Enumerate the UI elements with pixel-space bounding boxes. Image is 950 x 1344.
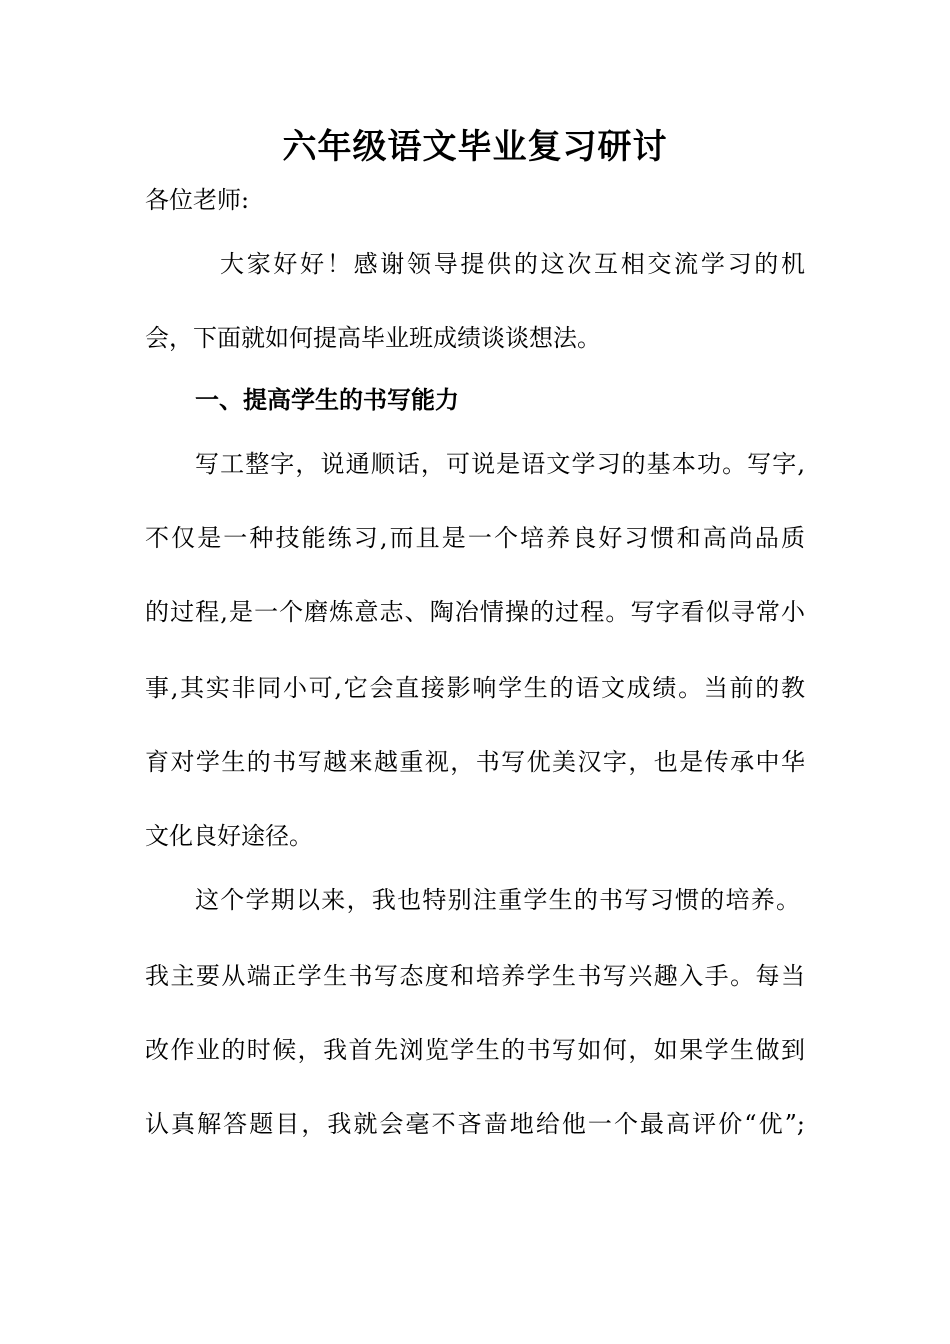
document-title: 六年级语文毕业复习研讨 [282,127,668,167]
paragraph-line: 写工整字，说通顺话，可说是语文学习的基本功。写字, [195,450,805,478]
paragraph-line: 会，下面就如何提高毕业班成绩谈谈想法。 [145,324,601,352]
paragraph-line: 大家好好！感谢领导提供的这次互相交流学习的机 [220,250,805,278]
paragraph-line: 我主要从端正学生书写态度和培养学生书写兴趣入手。每当 [145,962,805,990]
paragraph-line: 育对学生的书写越来越重视，书写优美汉字，也是传承中华 [145,748,805,776]
paragraph-line: 改作业的时候，我首先浏览学生的书写如何，如果学生做到 [145,1036,805,1064]
salutation: 各位老师: [145,186,250,214]
paragraph-line: 事,其实非同小可,它会直接影响学生的语文成绩。当前的教 [145,674,805,702]
paragraph-line: 这个学期以来，我也特别注重学生的书写习惯的培养。 [195,886,800,914]
paragraph-line: 文化良好途径。 [145,822,313,850]
paragraph-line: 不仅是一种技能练习,而且是一个培养良好习惯和高尚品质 [145,524,805,552]
paragraph-line: 的过程,是一个磨炼意志、陶冶情操的过程。写字看似寻常小 [145,598,805,626]
section-heading: 一、提高学生的书写能力 [195,386,459,414]
paragraph-line: 认真解答题目，我就会毫不吝啬地给他一个最高评价“优”; [145,1110,805,1138]
